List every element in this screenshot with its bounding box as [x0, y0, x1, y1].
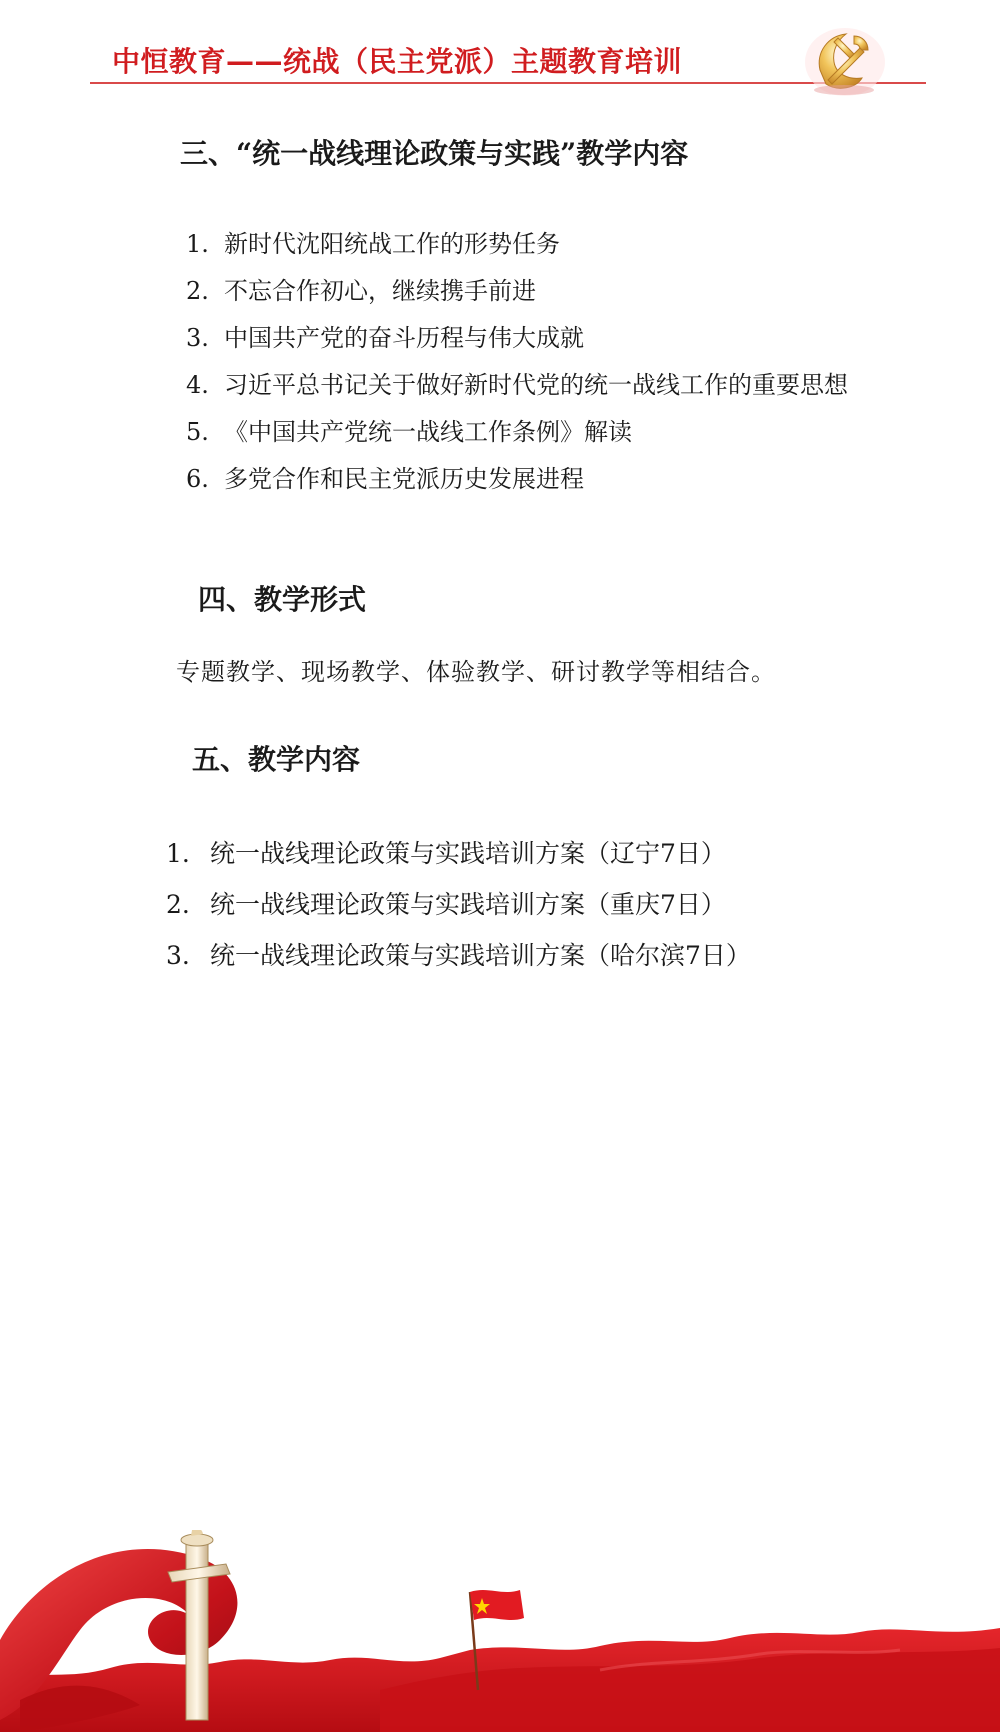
list-item-text: 习近平总书记关于做好新时代党的统一战线工作的重要思想	[224, 371, 848, 399]
list-item	[166, 834, 751, 885]
list-item-number: 3.	[166, 941, 190, 970]
header-title: 中恒教育——统战（民主党派）主题教育培训	[112, 45, 683, 78]
party-emblem-icon	[798, 22, 888, 102]
list-item-text: 《中国共产党统一战线工作条例》解读	[224, 418, 632, 446]
list-item	[186, 412, 848, 459]
list-item-number: 6.	[186, 465, 209, 493]
list-item	[186, 318, 848, 365]
section-3-list	[186, 224, 848, 506]
section-heading-5: 五、教学内容	[192, 743, 361, 776]
list-item	[166, 885, 751, 936]
list-item	[166, 936, 751, 987]
teaching-format-text: 专题教学、现场教学、体验教学、研讨教学等相结合。	[176, 658, 776, 686]
list-item-number: 2.	[186, 277, 209, 305]
list-item	[186, 224, 848, 271]
list-item-text: 统一战线理论政策与实践培训方案（哈尔滨7日）	[210, 941, 751, 970]
list-item-number: 3.	[186, 324, 209, 352]
list-item	[186, 271, 848, 318]
section-heading-3: 三、“统一战线理论政策与实践”教学内容	[180, 137, 689, 170]
footer-decoration	[0, 1530, 1000, 1732]
list-item-number: 2.	[166, 890, 190, 919]
list-item-text: 统一战线理论政策与实践培训方案（重庆7日）	[210, 890, 726, 919]
list-item-number: 5.	[186, 418, 209, 446]
list-item	[186, 365, 848, 412]
section-heading-4: 四、教学形式	[198, 583, 367, 616]
list-item-text: 新时代沈阳统战工作的形势任务	[224, 230, 560, 258]
section-5-list	[166, 834, 751, 987]
list-item-text: 不忘合作初心，继续携手前进	[224, 277, 536, 305]
list-item	[186, 459, 848, 506]
list-item-number: 1.	[166, 839, 190, 868]
list-item-number: 4.	[186, 371, 209, 399]
list-item-text: 统一战线理论政策与实践培训方案（辽宁7日）	[210, 839, 726, 868]
list-item-text: 中国共产党的奋斗历程与伟大成就	[224, 324, 584, 352]
list-item-text: 多党合作和民主党派历史发展进程	[224, 465, 584, 493]
page-header	[90, 22, 926, 84]
list-item-number: 1.	[186, 230, 209, 258]
